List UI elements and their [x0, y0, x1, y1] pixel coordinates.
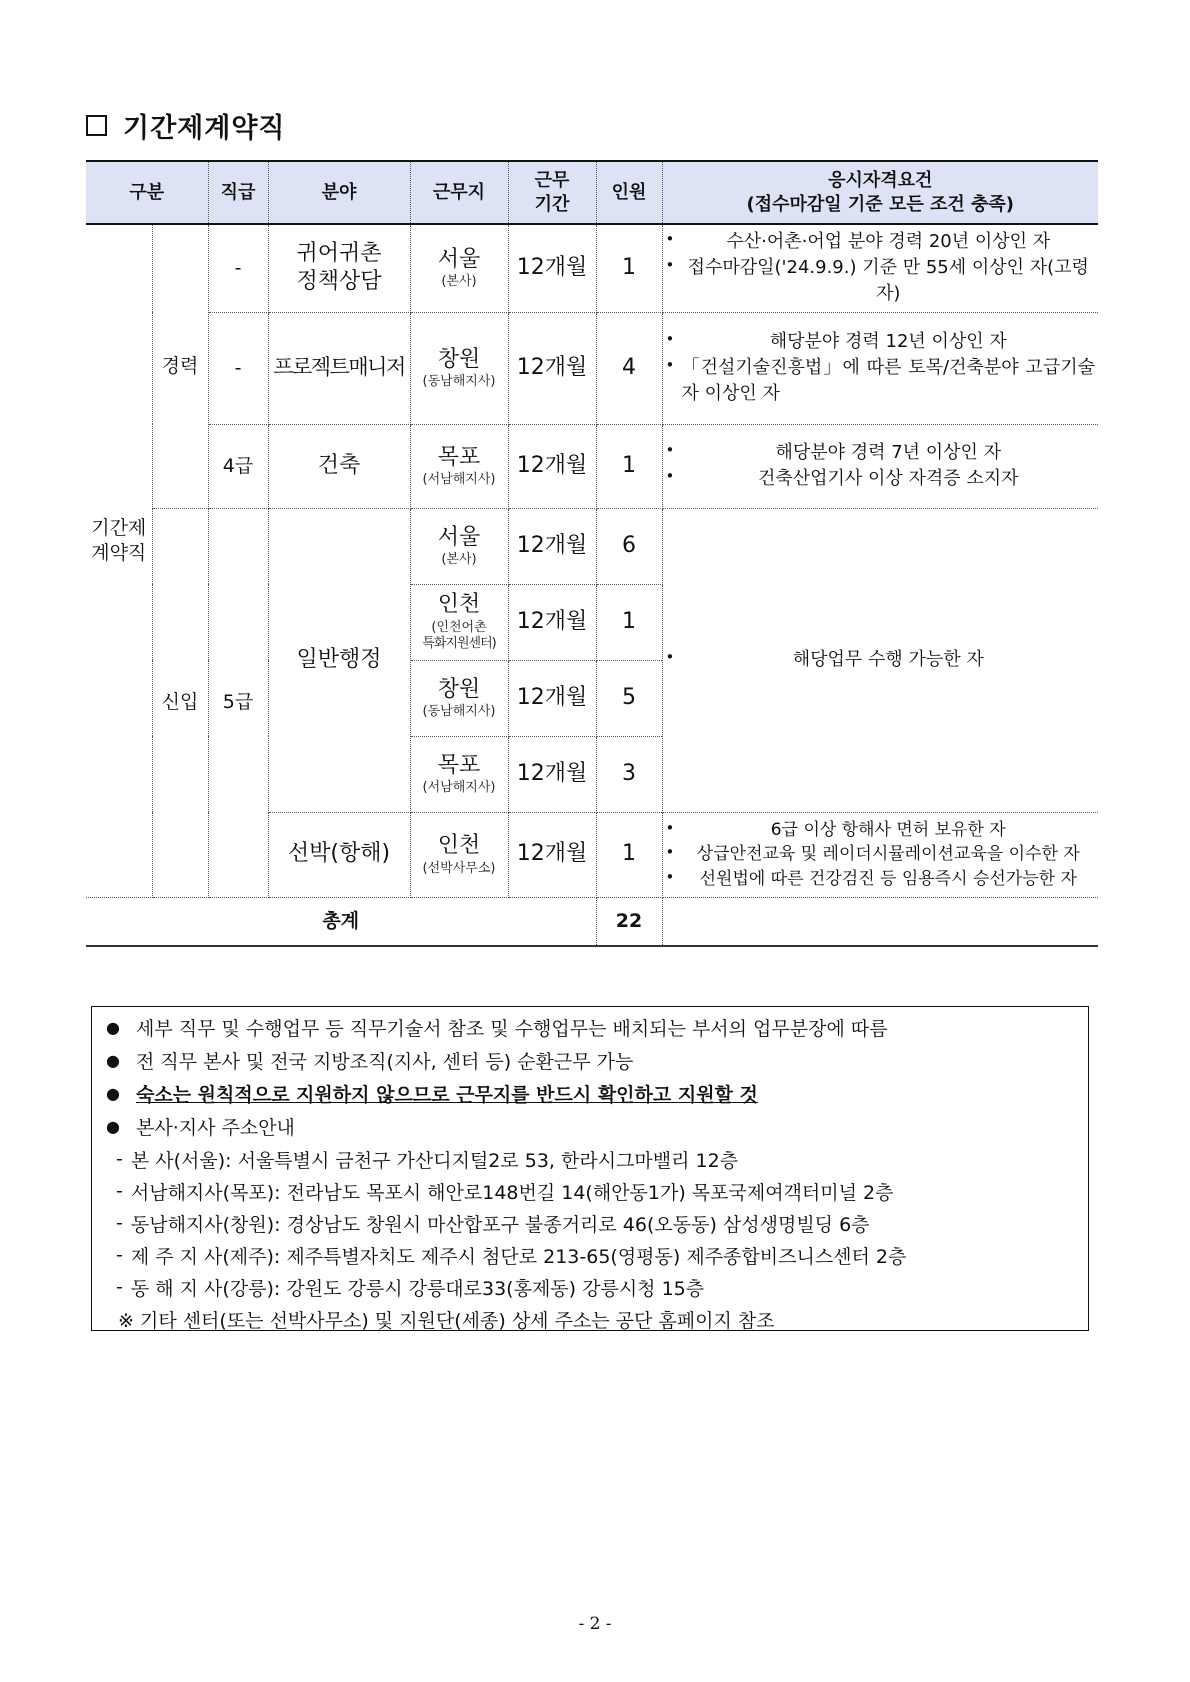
- section-title: 기간제계약직: [123, 113, 286, 144]
- note-item: [106, 1011, 1074, 1044]
- note-text: 세부 직무 및 수행업무 등 직무기술서 참조 및 수행업무는 배치되는 부서의 업무분장에 따름: [136, 1018, 888, 1040]
- total-value: 22: [596, 897, 662, 946]
- grade-cell: 5급: [208, 508, 268, 897]
- field-cell: 선박(항해): [268, 812, 410, 897]
- location-sub: (선박사무소): [422, 860, 496, 876]
- location-name: 목포: [437, 444, 481, 470]
- office-address: 제주특별자치도 제주시 첨단로 213-65(영평동) 제주종합비즈니스센터 2층: [286, 1245, 907, 1268]
- dash: -: [116, 1276, 123, 1298]
- note-item: [106, 1044, 1074, 1077]
- experienced-label: 경력: [152, 224, 208, 508]
- grade-cell: 4급: [208, 424, 268, 508]
- location-name: 인천: [437, 833, 481, 859]
- header-category: 구분: [86, 161, 208, 224]
- checkbox-square-icon: [86, 115, 107, 136]
- header-location: 근무지: [410, 161, 508, 224]
- header-count: 인원: [596, 161, 662, 224]
- bullet-icon: ●: [106, 1084, 120, 1103]
- location-cell: [410, 660, 508, 736]
- period-cell: 12개월: [508, 424, 596, 508]
- field-cell: [268, 224, 410, 312]
- header-req-l2: (접수마감일 기준 모든 조건 충족): [746, 193, 1015, 215]
- header-period-l1: 근무: [534, 170, 570, 192]
- bullet-icon: ●: [106, 1018, 120, 1037]
- header-field: 분야: [268, 161, 410, 224]
- period-cell: 12개월: [508, 812, 596, 897]
- requirement-item: • 선원법에 따른 건강검진 등 임용즉시 승선가능한 자: [666, 867, 1096, 892]
- location-cell: [410, 424, 508, 508]
- address-line: [106, 1239, 1074, 1271]
- requirements-cell: [662, 424, 1098, 508]
- requirements-cell: [662, 812, 1098, 897]
- header-req-l1: 응시자격요건: [828, 170, 933, 192]
- header-period-l2: 기간: [534, 193, 570, 215]
- requirement-item: • 해당분야 경력 12년 이상인 자: [666, 329, 1096, 355]
- section-heading: [86, 106, 286, 145]
- count-cell: 6: [596, 508, 662, 584]
- dash: -: [116, 1148, 123, 1170]
- grade-cell: -: [208, 312, 268, 424]
- header-requirements: [662, 161, 1098, 224]
- location-cell: [410, 736, 508, 812]
- address-line: [106, 1175, 1074, 1207]
- location-name: 서울: [437, 246, 481, 272]
- location-sub: (인천어촌: [431, 620, 487, 636]
- group-label-l1: 기간제: [91, 517, 147, 540]
- total-row: [86, 897, 1098, 946]
- period-cell: 12개월: [508, 660, 596, 736]
- office-name: 서남해지사(목포):: [130, 1181, 281, 1204]
- note-item: [106, 1077, 1074, 1110]
- period-cell: 12개월: [508, 312, 596, 424]
- requirements-cell: [662, 312, 1098, 424]
- footnote: ※ 기타 센터(또는 선박사무소) 및 지원단(세종) 상세 주소는 공단 홈페이지 참조: [118, 1309, 775, 1332]
- requirement-item: • 접수마감일('24.9.9.) 기준 만 55세 이상인 자(고령자): [666, 255, 1096, 307]
- period-cell: 12개월: [508, 224, 596, 312]
- location-sub: (본사): [441, 274, 477, 290]
- location-sub: (본사): [441, 552, 477, 568]
- total-empty: [662, 897, 1098, 946]
- office-address: 전라남도 목포시 해안로148번길 14(해안동1가) 목포국제여객터미널 2층: [286, 1181, 894, 1204]
- location-cell: [410, 584, 508, 660]
- office-name: 동남해지사(창원):: [130, 1213, 281, 1236]
- office-name: 동 해 지 사(강릉):: [130, 1277, 281, 1300]
- period-cell: 12개월: [508, 736, 596, 812]
- group-label-l2: 계약직: [91, 541, 147, 564]
- address-line: [106, 1271, 1074, 1303]
- note-text: 본사·지사 주소안내: [136, 1117, 295, 1139]
- notes-box: [91, 1006, 1089, 1331]
- requirement-item: • 6급 이상 항해사 면허 보유한 자: [666, 818, 1096, 843]
- address-line: [106, 1143, 1074, 1175]
- requirement-item: • 수산·어촌·어업 분야 경력 20년 이상인 자: [666, 229, 1096, 255]
- note-text: 전 직무 본사 및 전국 지방조직(지사, 센터 등) 순환근무 가능: [136, 1051, 634, 1073]
- field-line: 정책상담: [296, 269, 382, 295]
- count-cell: 5: [596, 660, 662, 736]
- table-row: [86, 312, 1098, 424]
- table-header-row: [86, 161, 1098, 224]
- location-name: 창원: [437, 346, 481, 372]
- bullet-icon: ●: [106, 1051, 120, 1070]
- note-text-emphasis: 숙소는 원칙적으로 지원하지 않으므로 근무지를 반드시 확인하고 지원할 것: [136, 1084, 758, 1106]
- field-cell: 일반행정: [268, 508, 410, 812]
- address-line: [106, 1207, 1074, 1239]
- note-item: [106, 1110, 1074, 1143]
- count-cell: 3: [596, 736, 662, 812]
- grade-cell: -: [208, 224, 268, 312]
- table-row: [86, 224, 1098, 312]
- table-row: [86, 424, 1098, 508]
- requirements-cell: [662, 508, 1098, 812]
- count-cell: 1: [596, 584, 662, 660]
- period-cell: 12개월: [508, 508, 596, 584]
- location-cell: [410, 812, 508, 897]
- location-sub: (서남해지사): [422, 780, 496, 796]
- location-cell: [410, 312, 508, 424]
- field-line: 귀어귀촌: [296, 240, 382, 266]
- location-name: 인천: [437, 592, 481, 618]
- requirement-item: • 건축산업기사 이상 자격증 소지자: [666, 466, 1096, 492]
- count-cell: 1: [596, 424, 662, 508]
- requirement-item: • 상급안전교육 및 레이더시뮬레이션교육을 이수한 자: [666, 842, 1096, 867]
- location-sub: (서남해지사): [422, 472, 496, 488]
- header-period: [508, 161, 596, 224]
- table-row: [86, 508, 1098, 584]
- total-label: 총계: [86, 897, 596, 946]
- location-name: 서울: [437, 524, 481, 550]
- bullet-icon: ●: [106, 1117, 120, 1136]
- dash: -: [116, 1212, 123, 1234]
- office-name: 제 주 지 사(제주):: [130, 1245, 281, 1268]
- location-sub: (동남해지사): [422, 704, 496, 720]
- office-address: 강원도 강릉시 강릉대로33(홍제동) 강릉시청 15층: [286, 1277, 705, 1300]
- office-address: 경상남도 창원시 마산합포구 불종거리로 46(오동동) 삼성생명빌딩 6층: [286, 1213, 870, 1236]
- requirements-cell: [662, 224, 1098, 312]
- location-cell: [410, 224, 508, 312]
- new-label: 신입: [152, 508, 208, 897]
- office-name: 본 사(서울):: [130, 1149, 232, 1172]
- header-grade: 직급: [208, 161, 268, 224]
- field-cell: 건축: [268, 424, 410, 508]
- page-number: - 2 -: [578, 1614, 612, 1634]
- recruitment-table: [86, 160, 1098, 947]
- count-cell: 4: [596, 312, 662, 424]
- requirement-item: • 「건설기술진흥법」에 따른 토목/건축분야 고급기술자 이상인 자: [666, 355, 1096, 407]
- location-name: 창원: [437, 676, 481, 702]
- requirement-item: • 해당분야 경력 7년 이상인 자: [666, 440, 1096, 466]
- group-label: [86, 224, 152, 897]
- count-cell: 1: [596, 812, 662, 897]
- period-cell: 12개월: [508, 584, 596, 660]
- location-name: 목포: [437, 752, 481, 778]
- location-sub: 특화지원센터): [422, 636, 496, 652]
- office-address: 서울특별시 금천구 가산디지털2로 53, 한라시그마밸리 12층: [237, 1149, 739, 1172]
- dash: -: [116, 1244, 123, 1266]
- field-cell: 프로젝트매니저: [268, 312, 410, 424]
- location-cell: [410, 508, 508, 584]
- location-sub: (동남해지사): [422, 374, 496, 390]
- dash: -: [116, 1180, 123, 1202]
- requirement-item: • 해당업무 수행 가능한 자: [666, 647, 1096, 673]
- count-cell: 1: [596, 224, 662, 312]
